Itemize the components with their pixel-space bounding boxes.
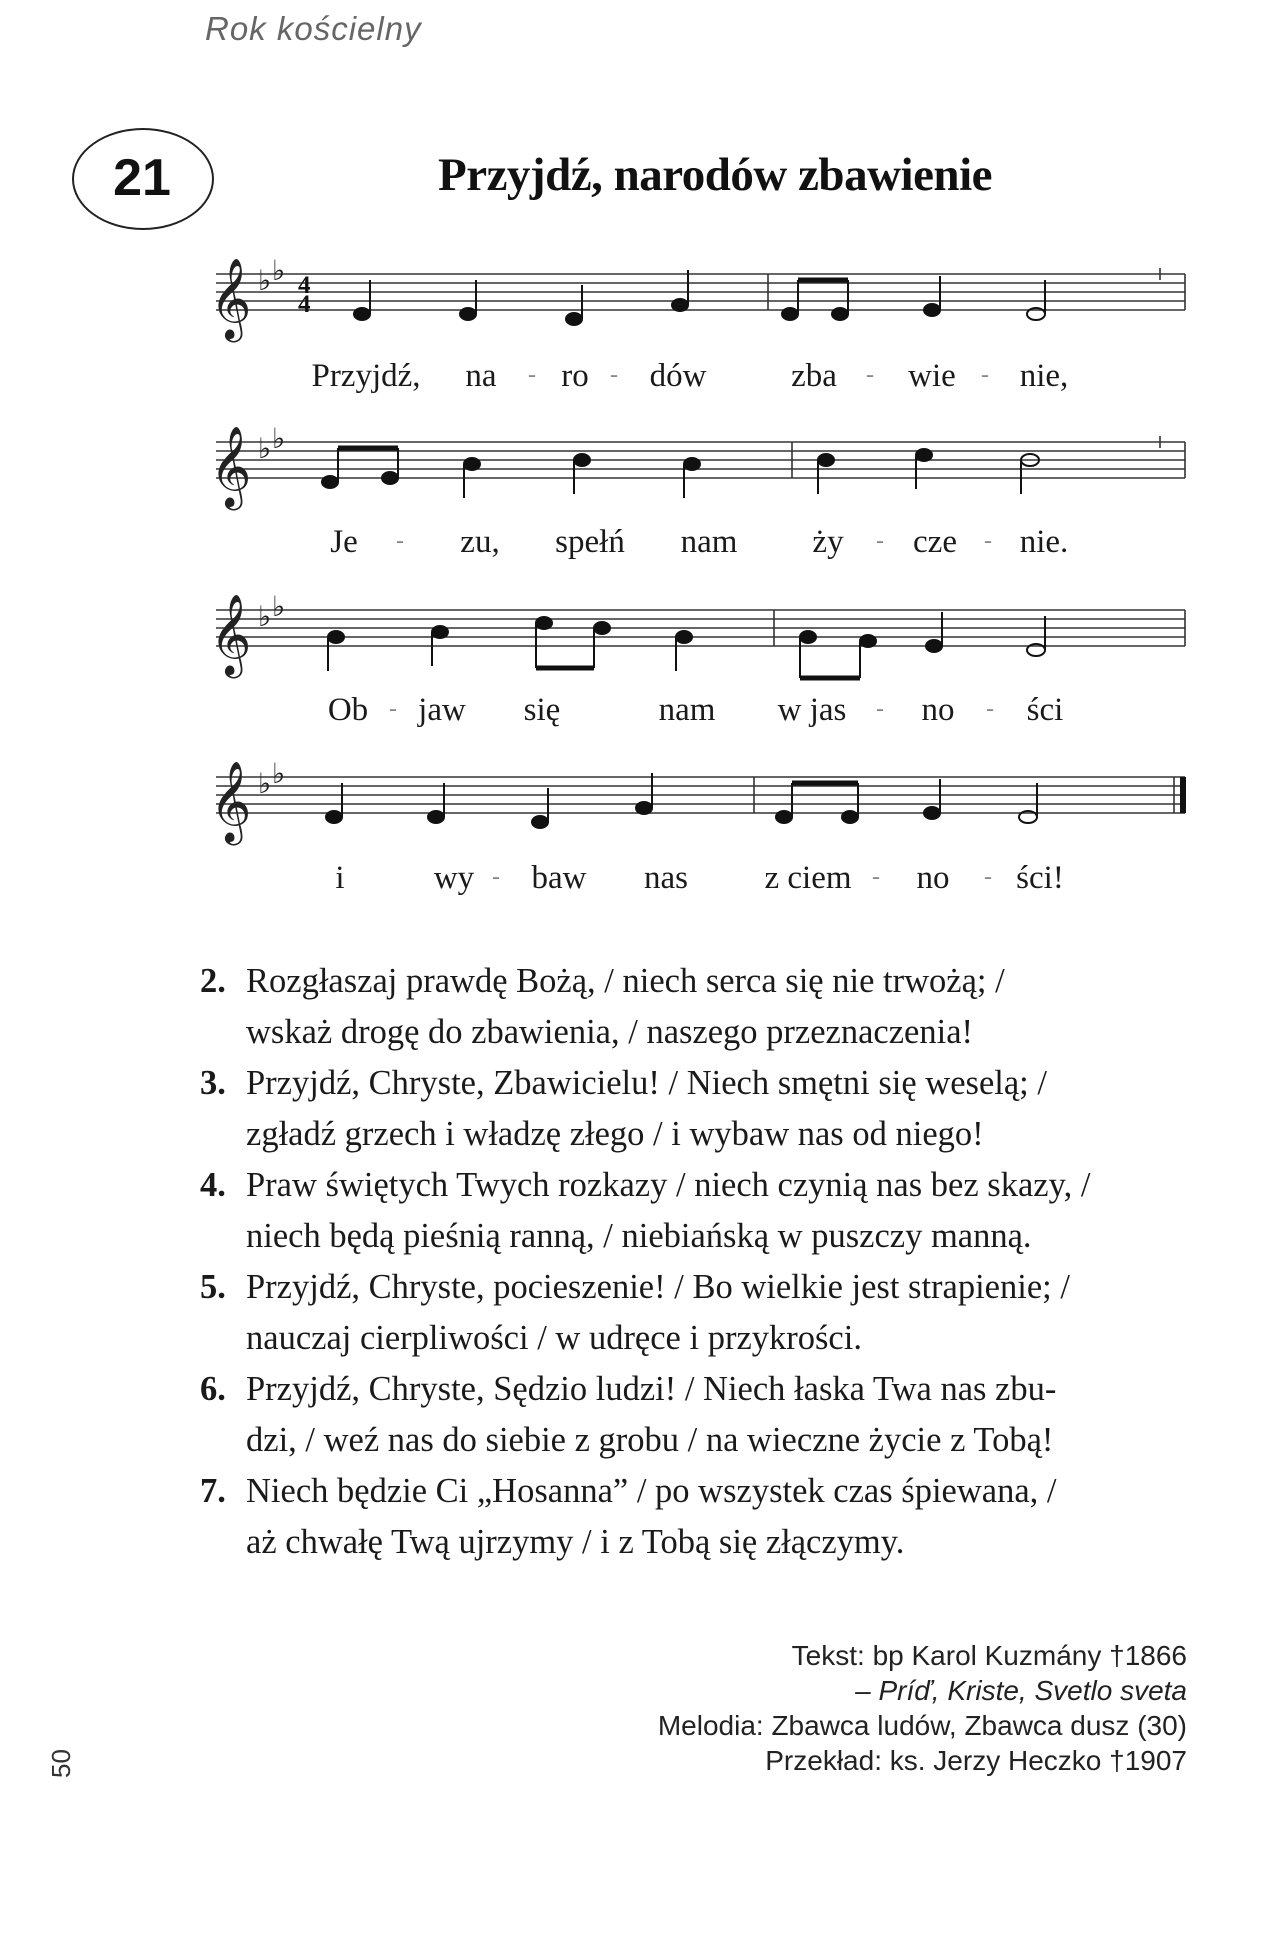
- syllable: ści!: [1016, 860, 1064, 896]
- treble-clef-icon: 𝄞: [210, 593, 252, 675]
- syllable: nie.: [1019, 524, 1069, 560]
- credit-original: – Príď, Kriste, Svetlo sveta: [855, 1675, 1187, 1706]
- syllable: spełń: [555, 524, 625, 560]
- flat-icon: ♭: [258, 432, 272, 465]
- flat-icon: ♭: [258, 264, 272, 297]
- verse-5: [200, 1262, 1200, 1364]
- syllable: z ciem: [764, 860, 852, 896]
- note: [464, 458, 480, 470]
- note: [326, 811, 342, 823]
- verse-line: nauczaj cierpliwości / w udręce i przykrości.: [246, 1319, 862, 1357]
- verse-line: Przyjdź, Chryste, Sędzio ludzi! / Niech łaska Twa nas zbu-: [246, 1370, 1057, 1408]
- flat-icon: ♭: [272, 422, 286, 455]
- note: [676, 631, 692, 643]
- flat-icon: ♭: [272, 757, 286, 790]
- verse-line: niech będą pieśnią ranną, / niebiańską w puszczy manną.: [246, 1217, 1032, 1255]
- note: [566, 313, 582, 325]
- verse-2: [200, 956, 1200, 1058]
- syllable: no: [916, 860, 950, 896]
- syllable: zba: [791, 358, 837, 394]
- syllable: no: [921, 692, 955, 728]
- credit-melody: Melodia: Zbawca ludów, Zbawca dusz (30): [657, 1710, 1187, 1741]
- verse-number: 4.: [200, 1166, 226, 1204]
- verse-3: [200, 1058, 1200, 1160]
- syllable: cze: [913, 524, 957, 560]
- syllable: jaw: [418, 692, 466, 728]
- flat-icon: ♭: [272, 254, 286, 287]
- note: [354, 308, 370, 320]
- note: [536, 617, 552, 629]
- verse-line: zgładź grzech i władzę złego / i wybaw nas od niego!: [246, 1115, 984, 1153]
- syllable: wy: [433, 860, 475, 896]
- syllable: Przyjdź,: [311, 358, 421, 394]
- note: [860, 635, 876, 647]
- verse-line: Praw świętych Twych rozkazy / niech czynią nas bez skazy, /: [246, 1166, 1091, 1204]
- note: [776, 811, 792, 823]
- verse-line: wskaż drogę do zbawienia, / naszego przeznaczenia!: [246, 1013, 973, 1051]
- note: [916, 449, 932, 461]
- song-title: Przyjdź, narodów zbawienie: [438, 149, 992, 201]
- final-barline: [1180, 777, 1186, 813]
- syllable: zu,: [460, 524, 500, 560]
- note: [924, 807, 940, 819]
- note: [684, 458, 700, 470]
- note: [532, 816, 548, 828]
- note: [924, 304, 940, 316]
- note: [382, 472, 398, 484]
- syllable: ro: [561, 358, 589, 394]
- syllable: i: [335, 860, 345, 896]
- syllable: Ob: [327, 692, 369, 728]
- treble-clef-icon: 𝄞: [210, 257, 252, 339]
- syllable: Je: [330, 524, 358, 560]
- syllable: baw: [531, 860, 587, 896]
- verse-number: 3.: [200, 1064, 226, 1102]
- verse-6: [200, 1364, 1200, 1466]
- verse-number: 2.: [200, 962, 226, 1000]
- credits: [658, 1638, 1187, 1778]
- flat-icon: ♭: [272, 590, 286, 623]
- credit-translation: Przekład: ks. Jerzy Heczko †1907: [765, 1745, 1187, 1776]
- verse-line: Przyjdź, Chryste, pocieszenie! / Bo wielkie jest strapienie; /: [246, 1268, 1070, 1306]
- note: [818, 454, 834, 466]
- syllable: w jas: [777, 692, 847, 728]
- verse-number: 6.: [200, 1370, 226, 1408]
- syllable: się: [523, 692, 561, 728]
- syllable: wie: [908, 358, 956, 394]
- note: [842, 811, 858, 823]
- treble-clef-icon: 𝄞: [210, 760, 252, 842]
- verse-line: Przyjdź, Chryste, Zbawicielu! / Niech smętni się weselą; /: [246, 1064, 1047, 1102]
- time-signature-bottom: 4: [298, 291, 311, 318]
- note: [428, 811, 444, 823]
- song-number: 21: [113, 149, 171, 207]
- syllable: ści: [1026, 692, 1064, 728]
- note: [460, 308, 476, 320]
- page-number: 50: [46, 1749, 76, 1778]
- syllable: nam: [658, 692, 716, 728]
- verse-line: Rozgłaszaj prawdę Bożą, / niech serca się nie trwożą; /: [246, 962, 1005, 1000]
- verse-4: [200, 1160, 1200, 1262]
- verse-line: Niech będzie Ci „Hosanna” / po wszystek czas śpiewana, /: [246, 1472, 1057, 1510]
- note: [832, 308, 848, 320]
- note: [926, 640, 942, 652]
- note: [574, 454, 590, 466]
- treble-clef-icon: 𝄞: [210, 425, 252, 507]
- note: [328, 631, 344, 643]
- syllable: nas: [644, 860, 688, 896]
- section-title: Rok kościelny: [205, 10, 422, 47]
- verses: [200, 956, 1200, 1568]
- note: [782, 308, 798, 320]
- credit-text: Tekst: bp Karol Kuzmány †1866: [791, 1640, 1187, 1671]
- note: [636, 802, 652, 814]
- note: [594, 622, 610, 634]
- syllable: ży: [812, 524, 844, 560]
- note: [322, 476, 338, 488]
- note: [800, 631, 816, 643]
- syllable: dów: [649, 358, 707, 394]
- flat-icon: ♭: [258, 600, 272, 633]
- syllable: nie,: [1019, 358, 1069, 394]
- syllable: na: [465, 358, 497, 394]
- flat-icon: ♭: [258, 767, 272, 800]
- verse-7: [200, 1466, 1200, 1568]
- time-signature-top: 4: [298, 272, 311, 299]
- verse-number: 7.: [200, 1472, 226, 1510]
- verse-line: aż chwałę Twą ujrzymy / i z Tobą się złączymy.: [246, 1523, 905, 1561]
- syllable: nam: [680, 524, 738, 560]
- note: [672, 299, 688, 311]
- verse-line: dzi, / weź nas do siebie z grobu / na wieczne życie z Tobą!: [246, 1421, 1054, 1459]
- verse-number: 5.: [200, 1268, 226, 1306]
- note: [432, 626, 448, 638]
